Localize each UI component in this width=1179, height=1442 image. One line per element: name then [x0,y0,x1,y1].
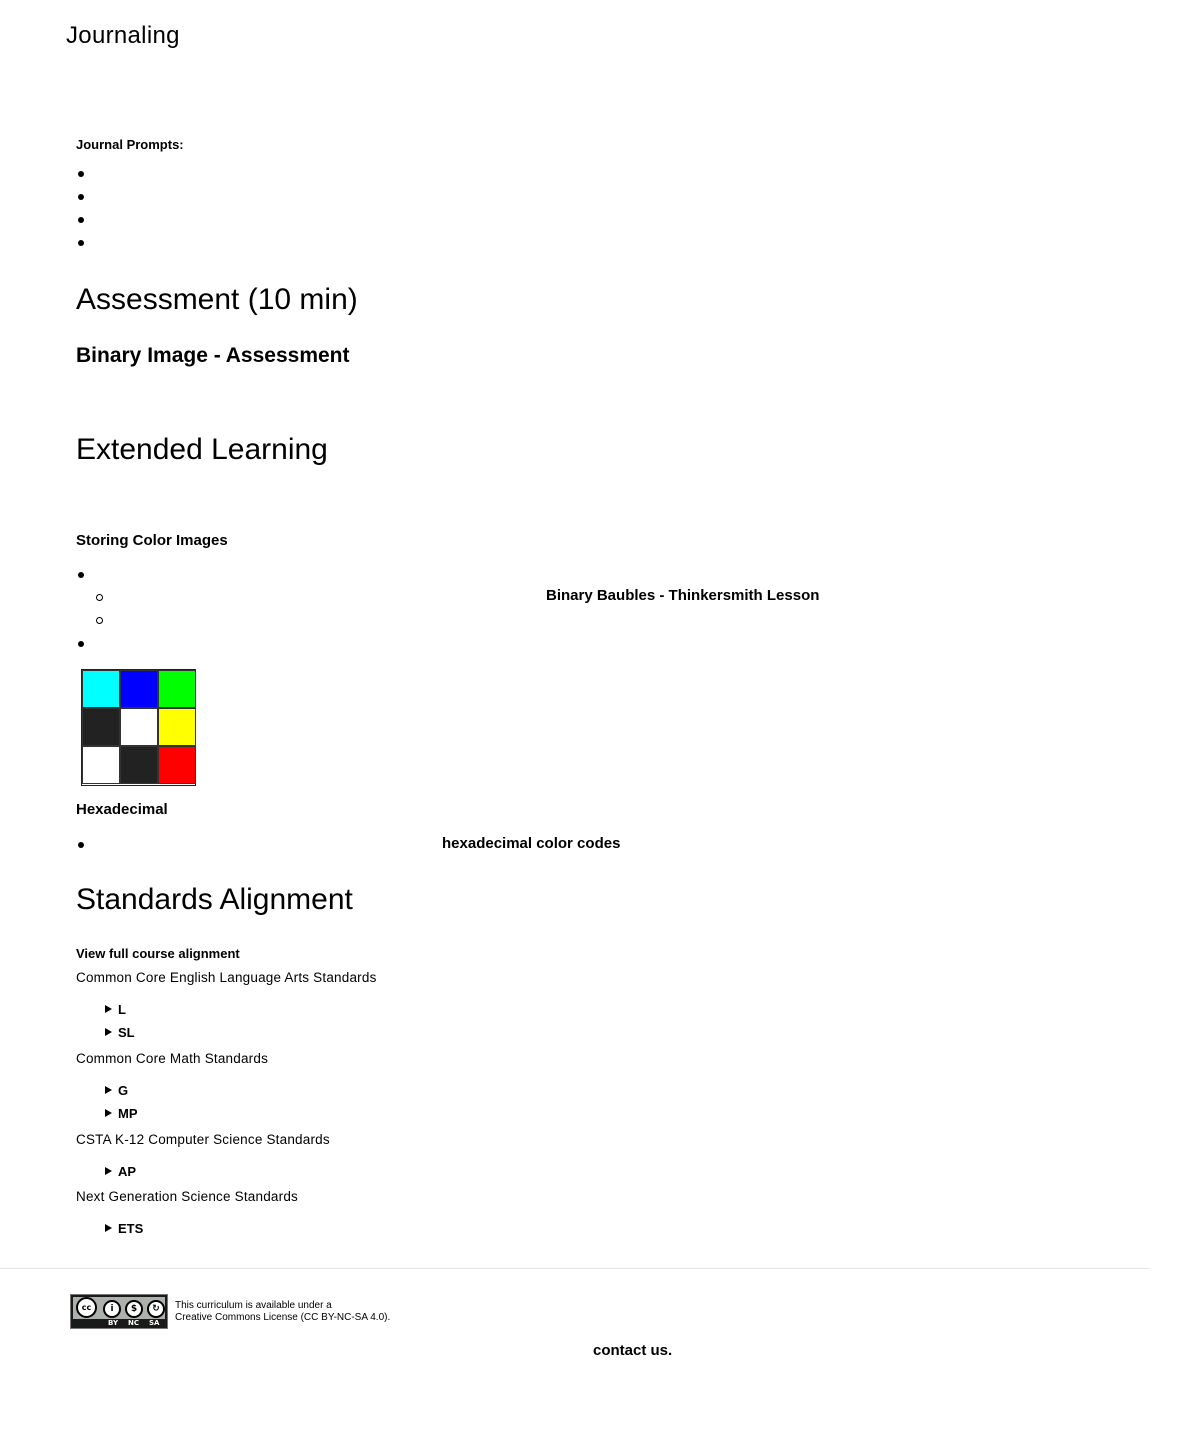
color-grid-cell [82,670,120,708]
license-text [175,1300,390,1324]
binary-baubles-link[interactable]: Binary Baubles - Thinkersmith Lesson [546,587,820,604]
standard-code-toggle[interactable]: L [118,1002,126,1017]
extended-bullet [78,641,84,647]
hexadecimal-label: Hexadecimal [76,801,168,818]
color-grid-cell [82,746,120,784]
page-title: Journaling [66,22,180,49]
by-person-icon: i [103,1300,121,1318]
expand-triangle-icon[interactable] [105,1005,112,1013]
license-link[interactable]: Creative Commons License (CC BY-NC-SA 4.0). [175,1312,391,1323]
storing-color-images-label: Storing Color Images [76,532,228,549]
standards-category: Common Core English Language Arts Standards [76,970,377,985]
standards-alignment-heading: Standards Alignment [76,883,353,916]
standards-category: Next Generation Science Standards [76,1189,298,1204]
color-grid-image [81,669,196,786]
badge-label-by: BY [108,1319,119,1327]
extended-learning-heading: Extended Learning [76,433,328,466]
standards-category: Common Core Math Standards [76,1051,269,1066]
standard-code-toggle[interactable]: SL [118,1025,135,1040]
creative-commons-badge[interactable] [70,1294,168,1329]
hexadecimal-color-codes-link[interactable]: hexadecimal color codes [442,835,621,852]
journal-bullet [78,240,84,246]
journal-bullet [78,171,84,177]
assessment-heading: Assessment (10 min) [76,283,358,316]
sa-share-icon: ↻ [147,1300,165,1318]
badge-labels [71,1319,167,1328]
standards-category: CSTA K-12 Computer Science Standards [76,1132,330,1147]
extended-sub-bullet [96,594,103,601]
badge-top-band [73,1297,165,1319]
journal-bullet [78,217,84,223]
expand-triangle-icon[interactable] [105,1109,112,1117]
standard-code-toggle[interactable]: ETS [118,1221,144,1236]
standard-code-toggle[interactable]: MP [118,1106,138,1121]
nc-dollar-icon: $ [125,1300,143,1318]
view-full-course-alignment-link[interactable]: View full course alignment [76,946,240,961]
color-grid-cell [158,670,196,708]
color-grid-cell [158,708,196,746]
expand-triangle-icon[interactable] [105,1224,112,1232]
badge-label-nc: NC [128,1319,139,1327]
extended-bullet [78,572,84,578]
journal-bullet [78,194,84,200]
expand-triangle-icon[interactable] [105,1167,112,1175]
standard-code-toggle[interactable]: G [118,1083,129,1098]
expand-triangle-icon[interactable] [105,1028,112,1036]
color-grid-cell [158,746,196,784]
license-line-1: This curriculum is available under a [175,1300,332,1311]
contact-us-link[interactable]: contact us. [593,1342,673,1359]
color-grid-cell [82,708,120,746]
hexadecimal-bullet [78,842,84,848]
cc-icon: cc [76,1297,97,1318]
extended-sub-bullet [96,617,103,624]
badge-label-sa: SA [149,1319,160,1327]
color-grid-cell [120,746,158,784]
binary-image-assessment-link[interactable]: Binary Image - Assessment [76,344,350,367]
expand-triangle-icon[interactable] [105,1086,112,1094]
color-grid-cell [120,670,158,708]
color-grid-cell [120,708,158,746]
journal-prompts-label: Journal Prompts: [76,137,184,152]
footer-divider [0,1268,1150,1269]
standard-code-toggle[interactable]: AP [118,1164,137,1179]
